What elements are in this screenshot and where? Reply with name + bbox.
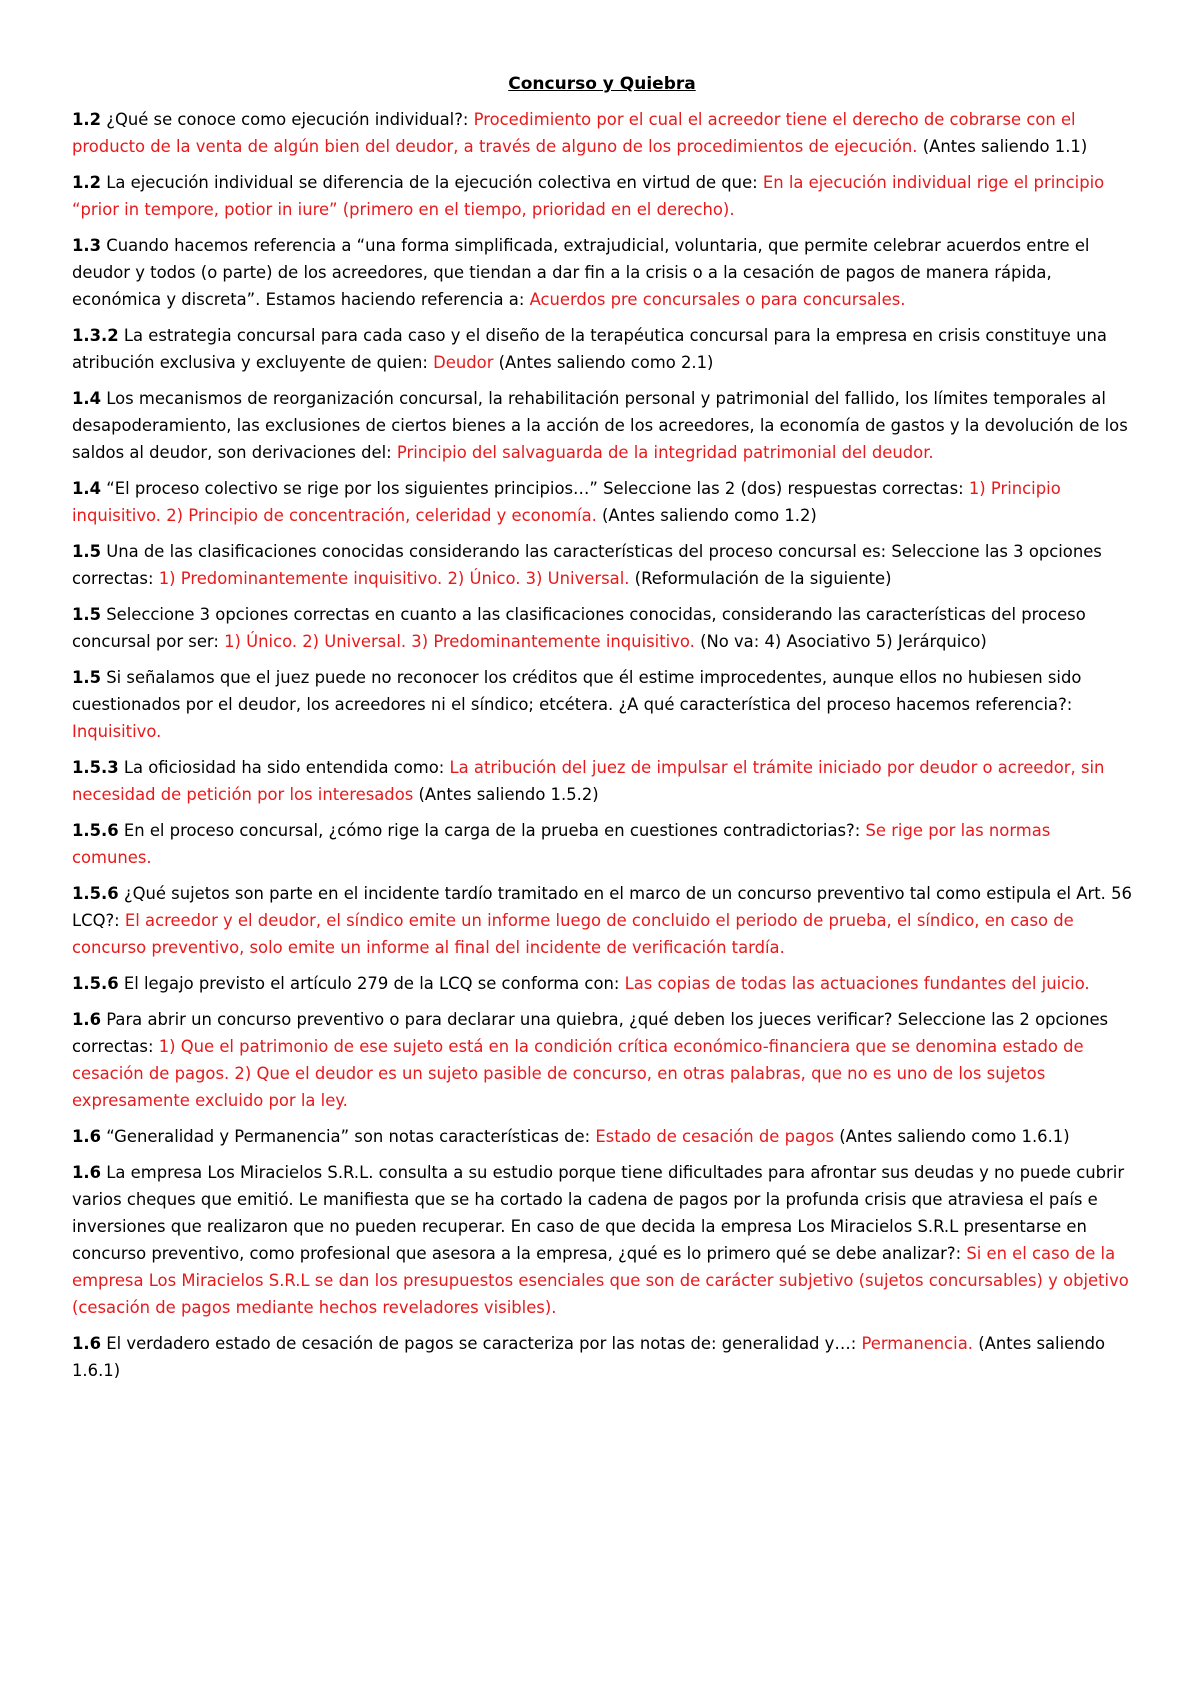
- question-number: 1.3.2: [72, 326, 119, 345]
- question-text: Cuando hacemos referencia a “una forma simplificada, extrajudicial, voluntaria, que permite celebrar acuerdos entre el deudor y todos (o parte) de los acreedores, que tiendan a dar fin a la crisis o a la cesación de pagos de manera rápida, económica y discreta”. Estamos haciendo referencia a:: [72, 236, 1090, 309]
- question-paragraph: [72, 754, 1132, 808]
- answer-text: 1) Único. 2) Universal. 3) Predominantemente inquisitivo.: [224, 632, 695, 651]
- question-paragraph: [72, 475, 1132, 529]
- answer-text: La atribución del juez de impulsar el trámite iniciado por deudor o acreedor, sin necesidad de petición por los interesados: [72, 758, 1105, 804]
- answer-text: 1) Principio inquisitivo. 2) Principio de concentración, celeridad y economía.: [72, 479, 1061, 525]
- question-text: (Antes saliendo 1.6.1): [72, 1334, 1106, 1380]
- question-text: (Antes saliendo 1.5.2): [413, 785, 599, 804]
- question-text: La oficiosidad ha sido entendida como:: [118, 758, 450, 777]
- question-number: 1.5.6: [72, 884, 119, 903]
- question-number: 1.5: [72, 668, 102, 687]
- answer-text: Inquisitivo.: [72, 722, 162, 741]
- answer-text: Se rige por las normas comunes.: [72, 821, 1051, 867]
- question-text: La estrategia concursal para cada caso y el diseño de la terapéutica concursal para la empresa en crisis constituye una atribución exclusiva y excluyente de quien:: [72, 326, 1107, 372]
- question-paragraph: [72, 970, 1132, 997]
- question-number: 1.5.6: [72, 974, 119, 993]
- question-paragraph: [72, 106, 1132, 160]
- question-text: Para abrir un concurso preventivo o para declarar una quiebra, ¿qué deben los jueces verificar? Seleccione las 2 opciones correctas:: [72, 1010, 1109, 1056]
- question-number: 1.5: [72, 605, 102, 624]
- question-paragraph: [72, 538, 1132, 592]
- question-text: (Reformulación de la siguiente): [629, 569, 892, 588]
- question-paragraph: [72, 232, 1132, 313]
- question-paragraph: [72, 385, 1132, 466]
- question-text: El verdadero estado de cesación de pagos se caracteriza por las notas de: generalidad y…:: [101, 1334, 862, 1353]
- document-page: [72, 72, 1132, 1393]
- question-number: 1.3: [72, 236, 102, 255]
- question-text: La empresa Los Miracielos S.R.L. consulta a su estudio porque tiene dificultades para afrontar sus deudas y no puede cubrir varios cheques que emitió. Le manifiesta que se ha cortado la cadena de pagos por la profunda crisis que atraviesa el país e inversiones que realizaron que no pueden recuperar. En caso de que decida la empresa Los Miracielos S.R.L presentarse en concurso preventivo, como profesional que asesora a la empresa, ¿qué es lo primero qué se debe analizar?:: [72, 1163, 1125, 1263]
- question-text: “Generalidad y Permanencia” son notas características de:: [101, 1127, 596, 1146]
- question-text: (Antes saliendo como 2.1): [493, 353, 714, 372]
- question-text: Los mecanismos de reorganización concursal, la rehabilitación personal y patrimonial del fallido, los límites temporales al desapoderamiento, las exclusiones de ciertos bienes a la acción de los acreedores, la economía de gastos y la devolución de los saldos al deudor, son derivaciones del:: [72, 389, 1128, 462]
- answer-text: 1) Que el patrimonio de ese sujeto está en la condición crítica económico-financiera que se denomina estado de cesación de pagos. 2) Que el deudor es un sujeto pasible de concurso, en otras palabras, que no es uno de los sujetos expresamente excluido por la ley.: [72, 1037, 1084, 1110]
- question-text: (Antes saliendo como 1.2): [596, 506, 817, 525]
- question-paragraph: [72, 817, 1132, 871]
- answer-text: 1) Predominantemente inquisitivo. 2) Único. 3) Universal.: [158, 569, 630, 588]
- question-paragraph: [72, 1159, 1132, 1321]
- question-text: “El proceso colectivo se rige por los siguientes principios…” Seleccione las 2 (dos) respuestas correctas:: [101, 479, 969, 498]
- question-text: Si señalamos que el juez puede no reconocer los créditos que él estime improcedentes, aunque ellos no hubiesen sido cuestionados por el deudor, los acreedores ni el síndico; etcétera. ¿A qué característica del proceso hacemos referencia?:: [72, 668, 1082, 714]
- question-paragraph: [72, 880, 1132, 961]
- question-paragraph: [72, 1330, 1132, 1384]
- answer-text: Si en el caso de la empresa Los Miracielos S.R.L se dan los presupuestos esenciales que son de carácter subjetivo (sujetos concursables) y objetivo (cesación de pagos mediante hechos reveladores visibles).: [72, 1244, 1129, 1317]
- question-text: Una de las clasificaciones conocidas considerando las características del proceso concursal es: Seleccione las 3 opciones correctas:: [72, 542, 1102, 588]
- question-paragraph: [72, 1123, 1132, 1150]
- question-text: (Antes saliendo como 1.6.1): [834, 1127, 1070, 1146]
- answer-text: Estado de cesación de pagos: [595, 1127, 835, 1146]
- question-text: En el proceso concursal, ¿cómo rige la carga de la prueba en cuestiones contradictorias?:: [118, 821, 866, 840]
- question-paragraph: [72, 1006, 1132, 1114]
- question-paragraph: [72, 601, 1132, 655]
- question-text: El legajo previsto el artículo 279 de la LCQ se conforma con:: [118, 974, 625, 993]
- question-number: 1.6: [72, 1127, 102, 1146]
- answer-text: Procedimiento por el cual el acreedor tiene el derecho de cobrarse con el producto de la venta de algún bien del deudor, a través de alguno de los procedimientos de ejecución.: [72, 110, 1076, 156]
- document-title: Concurso y Quiebra: [508, 74, 696, 94]
- question-number: 1.5: [72, 542, 102, 561]
- question-number: 1.5.3: [72, 758, 119, 777]
- answer-text: Permanencia.: [861, 1334, 973, 1353]
- question-paragraph: [72, 664, 1132, 745]
- question-number: 1.4: [72, 479, 102, 498]
- question-text: La ejecución individual se diferencia de la ejecución colectiva en virtud de que:: [101, 173, 763, 192]
- question-number: 1.5.6: [72, 821, 119, 840]
- question-paragraph: [72, 169, 1132, 223]
- question-text: (Antes saliendo 1.1): [917, 137, 1088, 156]
- question-paragraph: [72, 322, 1132, 376]
- question-number: 1.6: [72, 1010, 102, 1029]
- question-number: 1.6: [72, 1334, 102, 1353]
- question-number: 1.2: [72, 173, 102, 192]
- question-text: ¿Qué se conoce como ejecución individual?:: [101, 110, 474, 129]
- answer-text: Deudor: [433, 353, 494, 372]
- question-number: 1.6: [72, 1163, 102, 1182]
- question-text: ¿Qué sujetos son parte en el incidente tardío tramitado en el marco de un concurso preventivo tal como estipula el Art. 56 LCQ?:: [72, 884, 1132, 930]
- answer-text: Acuerdos pre concursales o para concursales.: [529, 290, 906, 309]
- question-text: (No va: 4) Asociativo 5) Jerárquico): [694, 632, 987, 651]
- answer-text: El acreedor y el deudor, el síndico emite un informe luego de concluido el periodo de prueba, el síndico, en caso de concurso preventivo, solo emite un informe al final del incidente de verificación tardía.: [72, 911, 1074, 957]
- question-text: Seleccione 3 opciones correctas en cuanto a las clasificaciones conocidas, considerando las características del proceso concursal por ser:: [72, 605, 1086, 651]
- question-number: 1.4: [72, 389, 102, 408]
- answer-text: Las copias de todas las actuaciones fundantes del juicio.: [624, 974, 1090, 993]
- question-number: 1.2: [72, 110, 102, 129]
- answer-text: Principio del salvaguarda de la integridad patrimonial del deudor.: [396, 443, 934, 462]
- answer-text: En la ejecución individual rige el principio “prior in tempore, potior in iure” (primero en el tiempo, prioridad en el derecho).: [72, 173, 1105, 219]
- question-list: [72, 106, 1132, 1384]
